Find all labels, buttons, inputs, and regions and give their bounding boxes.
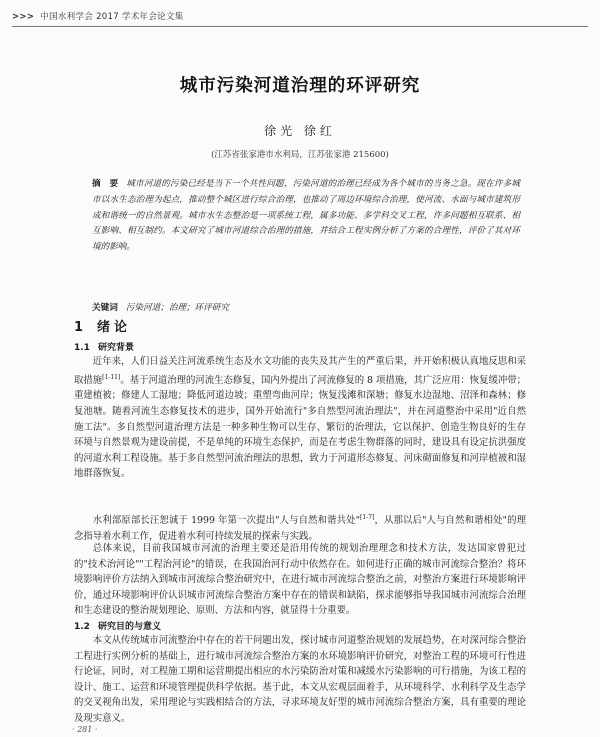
paragraph-background-2 bbox=[74, 510, 526, 544]
section-title: 绪论 bbox=[97, 320, 132, 335]
abstract bbox=[92, 177, 520, 256]
section-heading-1 bbox=[74, 316, 131, 335]
paper-title: 城市污染河道治理的环评研究 bbox=[179, 76, 421, 96]
paragraph-purpose bbox=[74, 633, 526, 727]
paragraph-background-3 bbox=[74, 541, 526, 619]
subsection-heading-1-1 bbox=[74, 340, 134, 353]
running-header bbox=[12, 10, 184, 22]
header-rule bbox=[12, 26, 588, 27]
subsection-number: 1.1 bbox=[74, 343, 90, 353]
paragraph-text: 。基于河道治理的河流生态修复，国内外提出了河流修复的 8 项措施，其广泛应用：恢复缓冲带；重建植被；修建人工湿地；降低河道边坡；重塑弯曲河岸；恢复浅滩和深塘；修复水边湿地、沼泽和森林；修复池塘。随着河流生态修复技术的进步，国外开始流行"多自然型河流治理法"，并在河道整治中采用"近自然施工法"。多自然型河道治理方法是一种多种生物可以生存、繁衍的治理法，它以保护、创造生物良好的生存环境与自然景观为建设前提，不是单纯的环境生态保护，而是在考虑生物群落的同时，建设具有设定抗洪强度的河道水利工程设施。基于多自然型河流治理法的思想，致力于河道形态修复、河床砌面修复和河岸植被和湿地群落恢复。 bbox=[74, 374, 526, 480]
paragraph-text: 水利部原部长汪恕诚于 1999 年第一次提出"人与自然和谐共处" bbox=[92, 515, 361, 527]
paragraph-background-1 bbox=[74, 354, 526, 482]
paper-authors: 徐光 徐红 bbox=[264, 124, 336, 138]
subsection-title: 研究目的与意义 bbox=[97, 622, 161, 632]
subsection-number: 1.2 bbox=[74, 622, 90, 632]
abstract-text: 城市河道的污染已经是当下一个共性问题，污染河道的治理已经成为各个城市的当务之急。现在许多城市以水生态治理为起点，推动整个城区进行综合治理，也推动了周边环境综合治理，使河流、水面与城市建筑形成和谐统一的自然景观。城市水生态整治是一项系统工程，属多功能、多学科交叉工程，许多问题相互联系、相互影响、相互制约。本文研究了城市河道综合治理的措施，并结合工程实例分析了方案的合理性，评价了其对环境的影响。 bbox=[92, 179, 520, 253]
subsection-heading-1-2 bbox=[74, 619, 161, 632]
paragraph-text: 本文从传统城市河流整治中存在的若干问题出发，探讨城市河道整治规划的发展趋势，在对深河综合整治工程进行实例分析的基础上，进行城市河流综合整治方案的水环境影响评价研究，对整治工程的环境可行性进行论证，同时，对工程施工期和运营期提出相应的水污染防治对策和减缓水污染影响的可行措施，为该工程的设计、施工、运营和环境管理提供科学依据。基于此，本文从宏观层面着手，从环境科学、水利科学及生态学的交叉视角出发，采用理论与实践相结合的方法，寻求环境友好型的城市河流综合整治方案，具有重要的理论及现实意义。 bbox=[74, 635, 526, 724]
section-number: 1 bbox=[74, 320, 88, 335]
abstract-label: 摘 要 bbox=[92, 179, 119, 189]
subsection-title: 研究背景 bbox=[97, 343, 134, 353]
page-number: · 281 · bbox=[72, 725, 98, 734]
citation: [1-11] bbox=[102, 373, 121, 381]
paragraph-text: ，从那以后"人与自然和谐相处"的理念指导着水利工作，促进着水利可持续发展的探索与实践。 bbox=[74, 515, 526, 542]
paragraph-text: 总体来说，目前我国城市河流的治理主要还是沿用传统的规划治理理念和技术方法，发达国家曾犯过的"技术治河论""工程治河论"的错误，在我国治河行动中依然存在。如何进行正确的城市河流综合整治？将环境影响评价方法纳入到城市河流综合整治研究中，在进行城市河流综合整治之前，对整治方案进行环境影响评价，通过环境影响评价认识城市河流综合整治方案中存在的错误和缺陷，探求能够指导我国城市河流综合治理和生态建设的整治规划理论、原则、方法和内容，就显得十分重要。 bbox=[74, 543, 526, 617]
paper-affiliation: (江苏省张家港市水利局，江苏张家港 215600) bbox=[211, 150, 389, 160]
keywords-text: 污染河道；治理；环评研究 bbox=[125, 303, 229, 313]
header-text: 中国水利学会 2017 学术年会论文集 bbox=[40, 12, 184, 22]
header-arrows: >>> bbox=[12, 12, 35, 22]
paragraph-text: 近年来，人们日益关注河流系统生态及水文功能的丧失及其产生的严重后果，并开始积极认真地反思和采取措施 bbox=[74, 356, 526, 386]
keywords-label: 关键词 bbox=[92, 303, 118, 313]
keywords bbox=[92, 301, 520, 313]
citation: [1-7] bbox=[360, 514, 375, 521]
